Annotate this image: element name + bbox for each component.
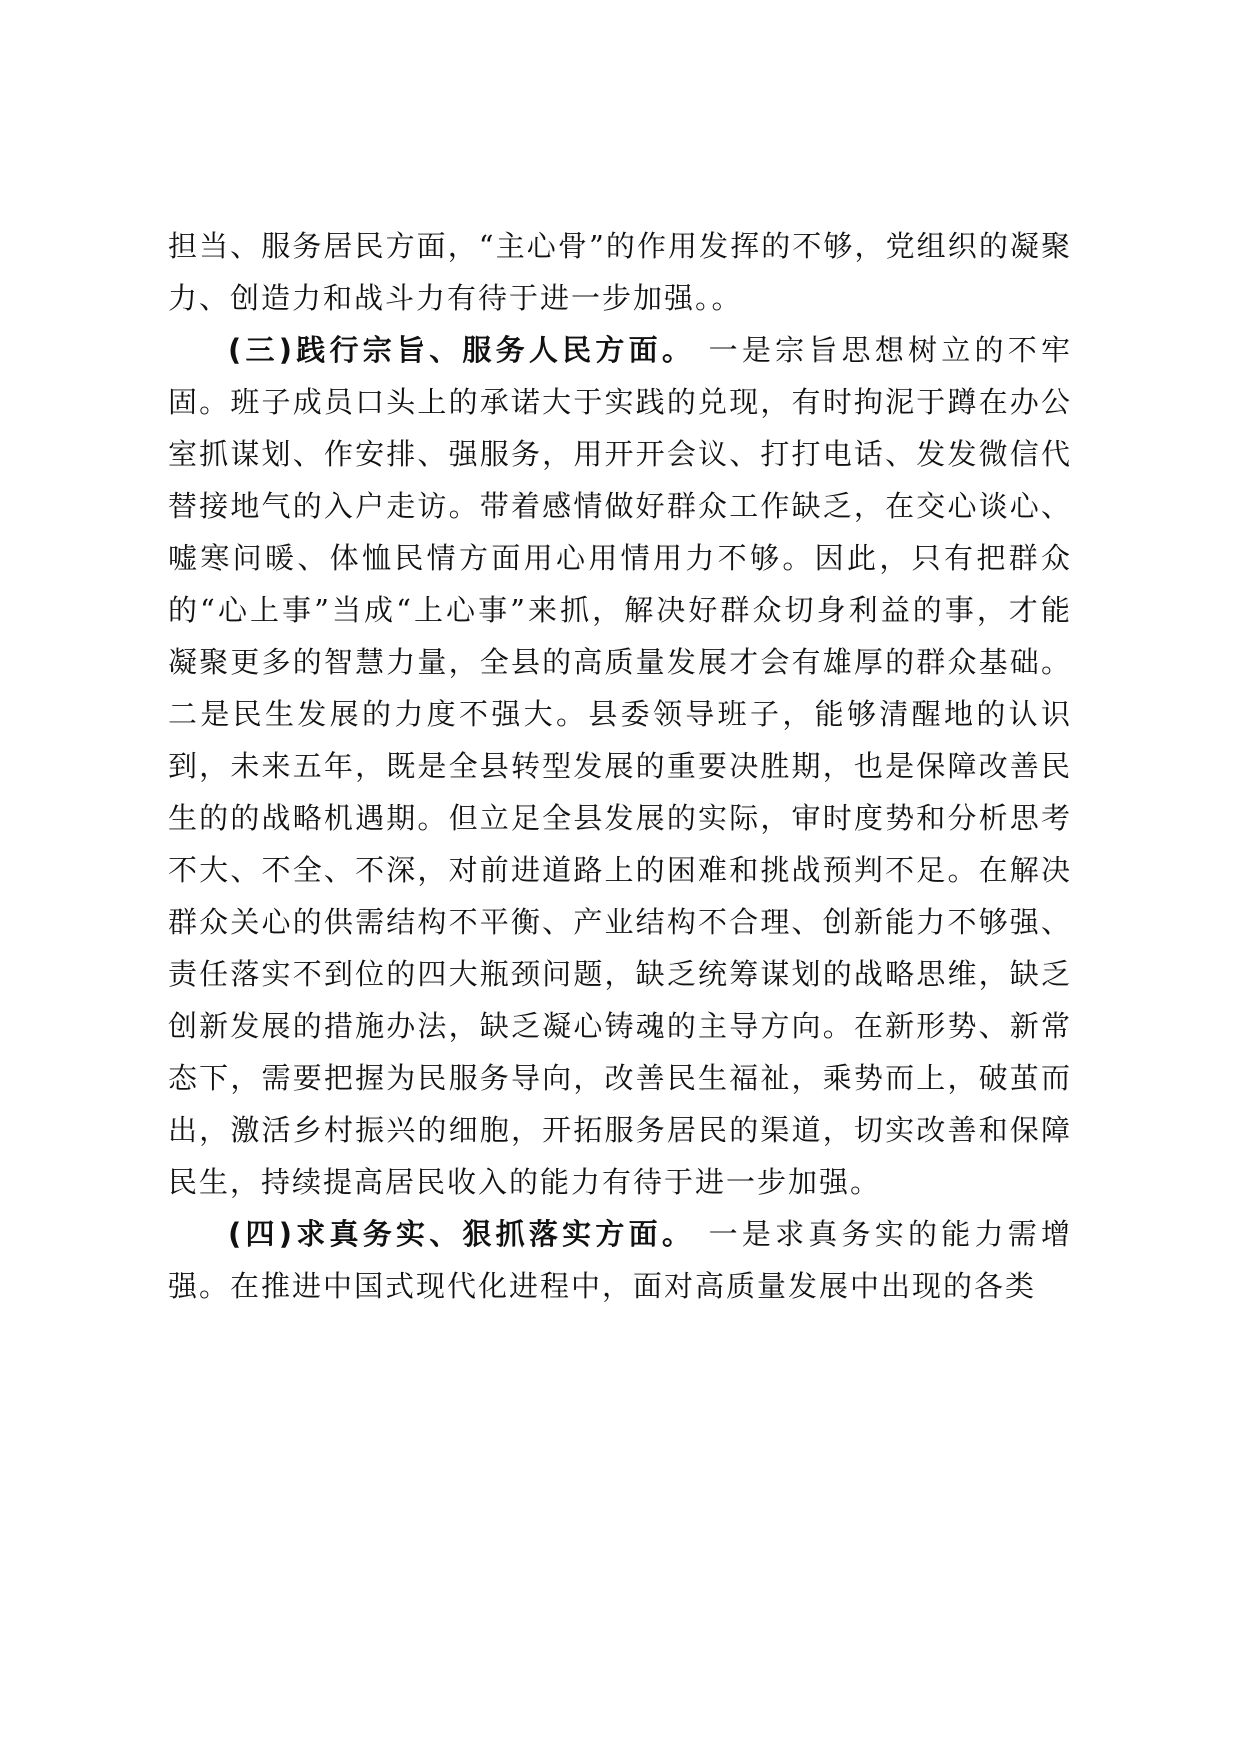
document-body <box>168 220 1072 1312</box>
continuation-paragraph: 担当、服务居民方面，“主心骨”的作用发挥的不够，党组织的凝聚力、创造力和战斗力有待于进一步加强。。 <box>168 229 1072 315</box>
section-4-heading: (四)求真务实、狠抓落实方面。 <box>228 1217 696 1251</box>
section-3-body: 一是宗旨思想树立的不牢固。班子成员口头上的承诺大于实践的兑现，有时拘泥于蹲在办公室抓谋划、作安排、强服务，用开开会议、打打电话、发发微信代替接地气的入户走访。带着感情做好群众工作缺乏，在交心谈心、嘘寒问暖、体恤民情方面用心用情用力不够。因此，只有把群众的“心上事”当成“上心事”来抓，解决好群众切身利益的事，才能凝聚更多的智慧力量，全县的高质量发展才会有雄厚的群众基础。二是民生发展的力度不强大。县委领导班子，能够清醒地的认识到，未来五年，既是全县转型发展的重要决胜期，也是保障改善民生的的战略机遇期。但立足全县发展的实际，审时度势和分析思考不大、不全、不深，对前进道路上的困难和挑战预判不足。在解决群众关心的供需结构不平衡、产业结构不合理、创新能力不够强、责任落实不到位的四大瓶颈问题，缺乏统筹谋划的战略思维，缺乏创新发展的措施办法，缺乏凝心铸魂的主导方向。在新形势、新常态下，需要把握为民服务导向，改善民生福祉，乘势而上，破茧而出，激活乡村振兴的细胞，开拓服务居民的渠道，切实改善和保障民生，持续提高居民收入的能力有待于进一步加强。 <box>168 333 1072 1199</box>
section-4-paragraph <box>168 1208 1072 1312</box>
section-3-heading: (三)践行宗旨、服务人民方面。 <box>228 333 696 367</box>
section-4-body: 一是求真务实的能力需增强。在推进中国式现代化进程中，面对高质量发展中出现的各类 <box>168 1217 1072 1303</box>
section-3-paragraph <box>168 324 1072 1208</box>
